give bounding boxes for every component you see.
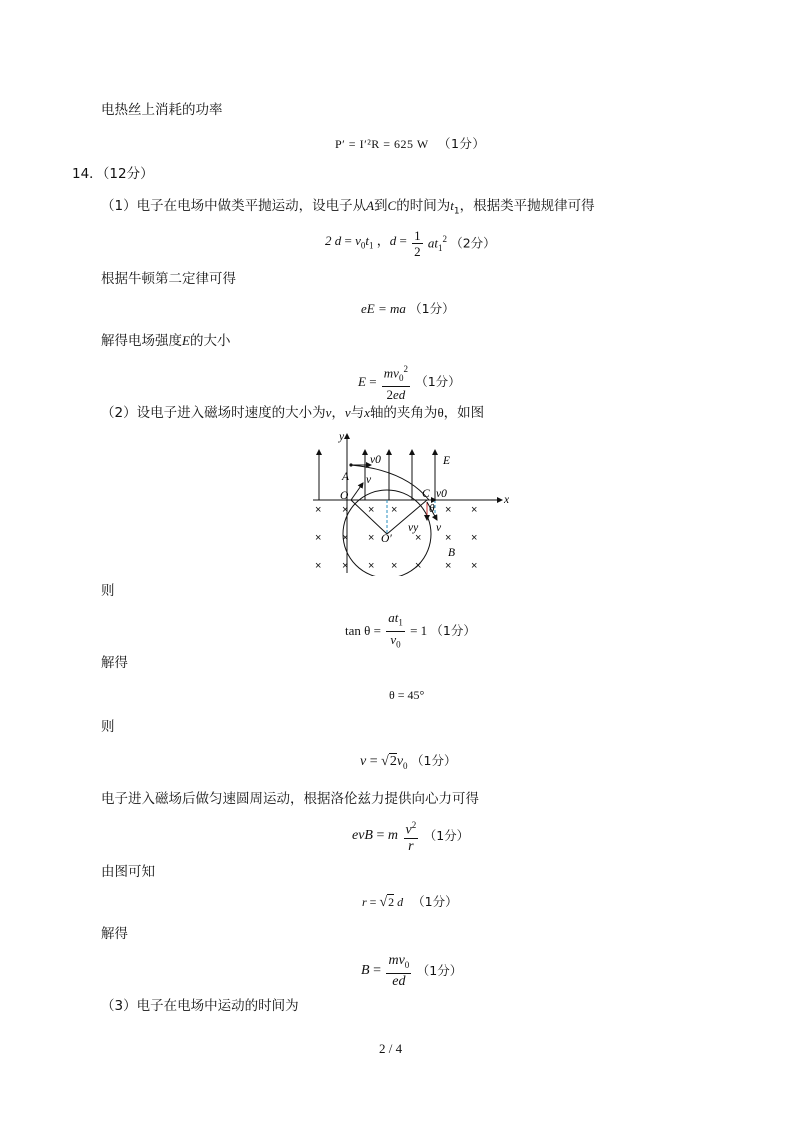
- equation-r: r = √2 d （1分）: [362, 894, 458, 910]
- text-from-figure: 由图可知: [101, 864, 155, 880]
- equation-newton: [361, 300, 455, 318]
- score-eq3: （1分）: [415, 373, 461, 389]
- parabola-path: [351, 465, 429, 500]
- score-eq7: （1分）: [423, 827, 470, 843]
- symbol-t1-sub: 1: [453, 206, 460, 217]
- svg-text:×: ×: [391, 560, 398, 572]
- label-O-prime: O′: [381, 533, 392, 545]
- equation-E: E = $\frac{mv_0^2}{2ed}$ （1分）: [358, 364, 461, 402]
- label-O: O: [340, 490, 349, 502]
- svg-text:×: ×: [368, 532, 375, 544]
- text-then-1: 则: [101, 583, 115, 599]
- equation-motion-a: 2 $d = v_0t_1$ ，d =: [325, 233, 407, 251]
- svg-text:×: ×: [445, 504, 452, 516]
- text-newton: 根据牛顿第二定律可得: [101, 271, 236, 287]
- score-eq6: （1分）: [411, 753, 457, 768]
- svg-text:×: ×: [315, 560, 322, 572]
- part1-text-c: 的时间为: [396, 198, 451, 214]
- part1-intro: [101, 197, 595, 221]
- equation-v: $v = √2v_0$ （1分）: [360, 753, 457, 771]
- text-solve-2: 解得: [101, 926, 128, 942]
- part3-intro: （3）电子在电场中运动的时间为: [101, 998, 299, 1014]
- label-theta: θ: [429, 503, 435, 515]
- part2-text-c: 轴的夹角为: [369, 405, 438, 421]
- symbol-C: C: [387, 198, 397, 213]
- label-v0-top: v0: [370, 454, 381, 466]
- label-y: y: [339, 431, 345, 443]
- equation-power: [335, 135, 485, 153]
- score-eq1: （2分）: [450, 235, 496, 251]
- label-v-left: v: [366, 474, 372, 486]
- equation-power-body: P′ = I′²R = 625 W: [335, 137, 429, 151]
- label-v0-right: v0: [436, 488, 447, 500]
- fraction-E: $\frac{mv_0^2}{2ed}$: [383, 364, 408, 402]
- equation-motion: [325, 228, 496, 262]
- part1-text-b: 到: [374, 198, 388, 214]
- svg-text:×: ×: [342, 532, 349, 544]
- symbol-v-2: v: [344, 405, 351, 420]
- score-eq8: （1分）: [412, 894, 458, 909]
- text-then-2: 则: [101, 719, 115, 735]
- equation-tan-rhs: = 1: [410, 623, 428, 639]
- part2-text-b: 与: [350, 405, 365, 421]
- equation-theta: θ = 45°: [389, 688, 425, 702]
- fraction-lorentz: $\frac{v^2}{r}$: [405, 820, 417, 854]
- symbol-theta: θ: [437, 405, 444, 420]
- equation-lorentz: evB = m $\frac{v^2}{r}$ （1分）: [352, 820, 470, 854]
- svg-text:×: ×: [415, 532, 422, 544]
- svg-text:×: ×: [368, 560, 375, 572]
- label-B: B: [448, 547, 456, 559]
- svg-text:×: ×: [315, 504, 322, 516]
- symbol-A: A: [366, 198, 375, 213]
- symbol-v: v: [325, 405, 332, 420]
- label-vy: vy: [408, 522, 419, 534]
- svg-text:×: ×: [471, 532, 478, 544]
- svg-text:×: ×: [315, 532, 322, 544]
- svg-text:×: ×: [471, 504, 478, 516]
- score-eq9: （1分）: [416, 962, 463, 978]
- equation-motion-b: $at_1^2$: [427, 234, 447, 253]
- svg-text:×: ×: [445, 532, 452, 544]
- text-solve-1: 解得: [101, 655, 128, 671]
- svg-text:×: ×: [368, 504, 375, 516]
- symbol-E: E: [182, 333, 190, 348]
- part2-text-d: ，如图: [443, 405, 485, 421]
- svg-text:×: ×: [391, 504, 398, 516]
- score-power: （1分）: [437, 136, 486, 151]
- part2-text-a: （2）设电子进入磁场时速度的大小为: [101, 405, 326, 421]
- part2-intro: （2）设电子进入磁场时速度的大小为v，v与x轴的夹角为θ，如图: [101, 405, 485, 421]
- part1-text-d: ，根据类平抛规律可得: [459, 198, 595, 214]
- text-power-label: 电热丝上消耗的功率: [101, 102, 223, 118]
- magnetic-field-crosses: [315, 504, 477, 572]
- fraction-B: $\frac{mv_0}{ed}$: [388, 953, 410, 989]
- svg-text:×: ×: [342, 560, 349, 572]
- svg-text:×: ×: [415, 560, 422, 572]
- physics-diagram: [305, 428, 515, 576]
- equation-B: B = $\frac{mv_0}{ed}$ （1分）: [361, 953, 463, 989]
- score-eq2: （1分）: [409, 301, 455, 316]
- label-C: C: [422, 488, 430, 500]
- fraction-tan: $\frac{at_1}{v_0}$: [388, 610, 403, 650]
- page-number: 2 / 4: [379, 1041, 403, 1056]
- fraction-half: $\frac{1}{2}$: [414, 228, 421, 259]
- equation-tan: tan θ = $\frac{at_1}{v_0}$ = 1 （1分）: [345, 610, 476, 646]
- text-circular-motion: 电子进入磁场后做匀速圆周运动，根据洛伦兹力提供向心力可得: [101, 791, 479, 807]
- text-solve-E-a: 解得电场强度: [101, 333, 182, 349]
- label-A: A: [342, 471, 350, 483]
- part1-text-a: （1）电子在电场中做类平抛运动，设电子从: [101, 198, 367, 214]
- score-eq4: （1分）: [430, 623, 476, 639]
- equation-newton-body: eE = ma: [361, 301, 406, 316]
- svg-text:×: ×: [445, 560, 452, 572]
- text-solve-E: [101, 332, 230, 350]
- v-arrow-left: [351, 483, 363, 500]
- svg-text:×: ×: [342, 504, 349, 516]
- svg-text:×: ×: [471, 560, 478, 572]
- label-x: x: [504, 494, 510, 506]
- question-number: 14．（12分）: [72, 166, 154, 182]
- label-E: E: [443, 455, 451, 467]
- text-solve-E-b: 的大小: [189, 333, 231, 349]
- symbol-x: x: [364, 405, 370, 420]
- label-v-right: v: [436, 522, 442, 534]
- symbol-t1: t: [450, 198, 454, 213]
